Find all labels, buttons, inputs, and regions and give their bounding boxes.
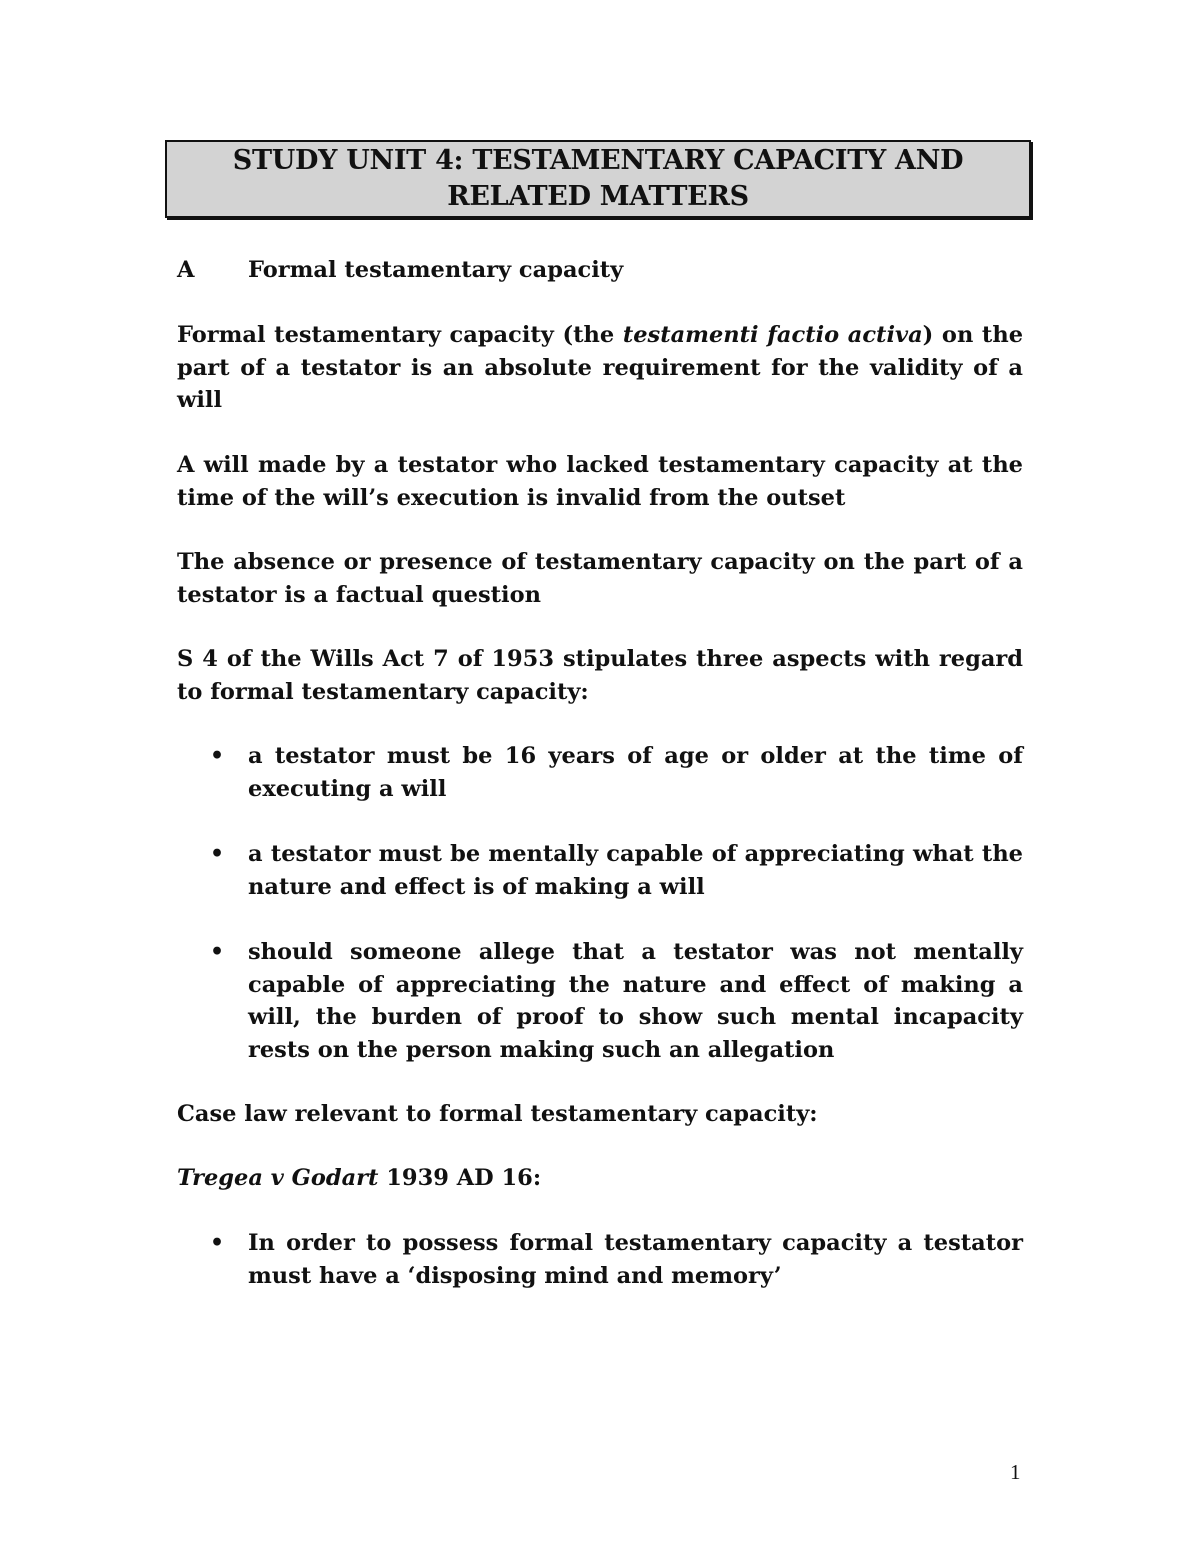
latin-term: testamenti factio activa	[622, 322, 923, 348]
list-item	[177, 740, 1023, 805]
paragraph-text: ) on the part of a testator is an absolute requirement for the validity of a will	[177, 322, 1024, 413]
list-item	[177, 838, 1023, 903]
list-item	[177, 936, 1023, 1066]
list-item-text: a testator must be mentally capable of appreciating what the nature and effect is of making a will	[248, 841, 1023, 900]
section-heading	[177, 254, 623, 287]
case-reference: 1939 AD 16:	[378, 1165, 542, 1191]
section-heading-text: Formal testamentary capacity	[248, 257, 624, 283]
paragraph-factual-question: The absence or presence of testamentary capacity on the part of a testator is a factual question	[177, 549, 1023, 608]
title-box	[165, 140, 1031, 218]
paragraph-wills-act: S 4 of the Wills Act 7 of 1953 stipulates three aspects with regard to formal testamentary capacity:	[177, 646, 1023, 705]
paragraph-invalid-will: A will made by a testator who lacked testamentary capacity at the time of the will’s execution is invalid from the outset	[177, 452, 1023, 511]
case-name: Tregea v Godart	[177, 1165, 379, 1191]
bullet-icon: •	[210, 939, 225, 965]
case-citation	[177, 1162, 1023, 1195]
page-title: STUDY UNIT 4: TESTAMENTARY CAPACITY AND RELATED MATTERS	[232, 145, 964, 212]
bullet-icon: •	[210, 1230, 225, 1256]
list-item-text: should someone allege that a testator was not mentally capable of appreciating the nature and effect of making a will, the burden of proof to show such mental incapacity rests on the person making such an allegation	[248, 939, 1023, 1063]
page-number: 1	[1010, 1460, 1021, 1484]
case-law-heading: Case law relevant to formal testamentary capacity:	[177, 1101, 818, 1127]
paragraph-definition	[177, 319, 1023, 417]
list-item	[177, 1227, 1023, 1292]
list-item-text: In order to possess formal testamentary capacity a testator must have a ‘disposing mind and memory’	[248, 1230, 1023, 1289]
paragraph-text: Formal testamentary capacity (the	[177, 322, 623, 348]
list-item-text: a testator must be 16 years of age or older at the time of executing a will	[248, 743, 1023, 802]
bullet-icon: •	[210, 841, 225, 867]
bullet-icon: •	[210, 743, 225, 769]
section-letter: A	[177, 257, 195, 283]
